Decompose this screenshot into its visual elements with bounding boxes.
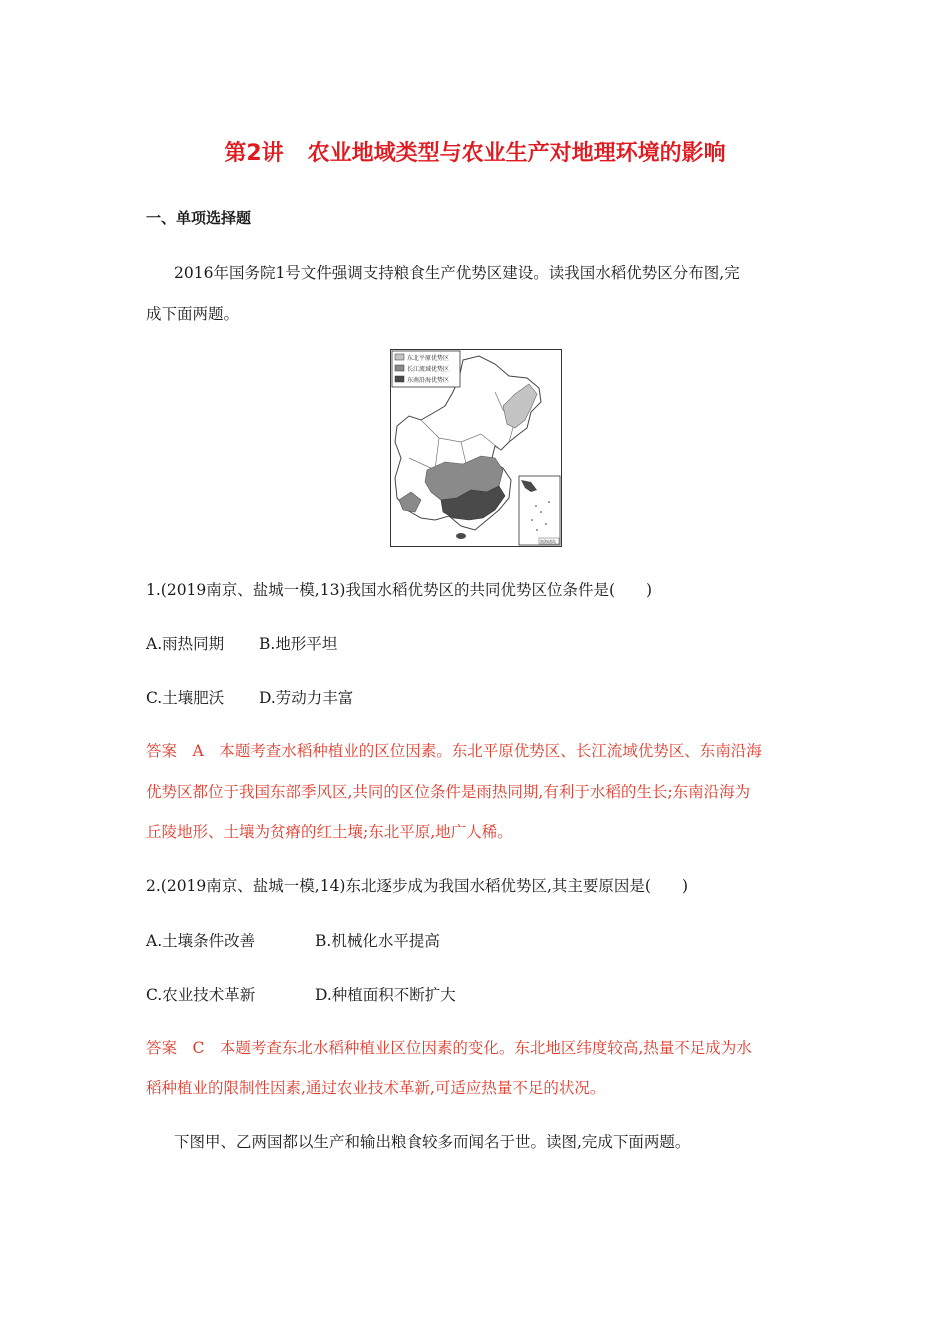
inset-label: 南海诸岛 bbox=[540, 539, 556, 544]
question-2-option-d: D.种植面积不断扩大 bbox=[315, 986, 456, 1004]
question-1-option-d: D.劳动力丰富 bbox=[259, 689, 354, 707]
answer-2-line: 稻种植业的限制性因素,通过农业技术革新,可适应热量不足的状况。 bbox=[146, 1079, 606, 1097]
intro-paragraph-line: 2016年国务院1号文件强调支持粮食生产优势区建设。读我国水稻优势区分布图,完 bbox=[174, 264, 740, 282]
question-2-stem: 2.(2019南京、盐城一模,14)东北逐步成为我国水稻优势区,其主要原因是( ) bbox=[146, 877, 689, 895]
legend-northeast: 东北平原优势区 bbox=[407, 355, 450, 362]
question-2-option-a: A.土壤条件改善 bbox=[146, 932, 256, 950]
china-map-graphic bbox=[391, 350, 561, 546]
answer-1-line: 丘陵地形、土壤为贫瘠的红土壤;东北平原,地广人稀。 bbox=[146, 823, 513, 841]
question-2-option-c: C.农业技术革新 bbox=[146, 986, 256, 1004]
lesson-number: 第2讲 bbox=[224, 141, 284, 166]
section-heading: 一、单项选择题 bbox=[146, 209, 252, 227]
lesson-topic: 农业地域类型与农业生产对地理环境的影响 bbox=[307, 141, 726, 166]
intro-paragraph-2: 下图甲、乙两国都以生产和输出粮食较多而闻名于世。读图,完成下面两题。 bbox=[174, 1133, 691, 1151]
question-1-stem: 1.(2019南京、盐城一模,13)我国水稻优势区的共同优势区位条件是( ) bbox=[146, 581, 653, 599]
answer-2-line: 答案 C 本题考查东北水稻种植业区位因素的变化。东北地区纬度较高,热量不足成为水 bbox=[146, 1039, 752, 1057]
legend-yangtze: 长江流域优势区 bbox=[407, 366, 450, 373]
question-1-option-c: C.土壤肥沃 bbox=[146, 689, 225, 707]
question-1-option-b: B.地形平坦 bbox=[259, 635, 338, 653]
rice-region-map bbox=[390, 349, 562, 547]
question-1-option-a: A.雨热同期 bbox=[146, 635, 225, 653]
question-2-option-b: B.机械化水平提高 bbox=[315, 932, 440, 950]
answer-1-line: 优势区都位于我国东部季风区,共同的区位条件是雨热同期,有利于水稻的生长;东南沿海为 bbox=[146, 783, 751, 801]
intro-paragraph-line: 成下面两题。 bbox=[146, 305, 240, 323]
page-title bbox=[0, 136, 950, 167]
legend-southeast: 东南沿海优势区 bbox=[407, 377, 450, 384]
answer-1-line: 答案 A 本题考查水稻种植业的区位因素。东北平原优势区、长江流域优势区、东南沿海 bbox=[146, 742, 762, 760]
